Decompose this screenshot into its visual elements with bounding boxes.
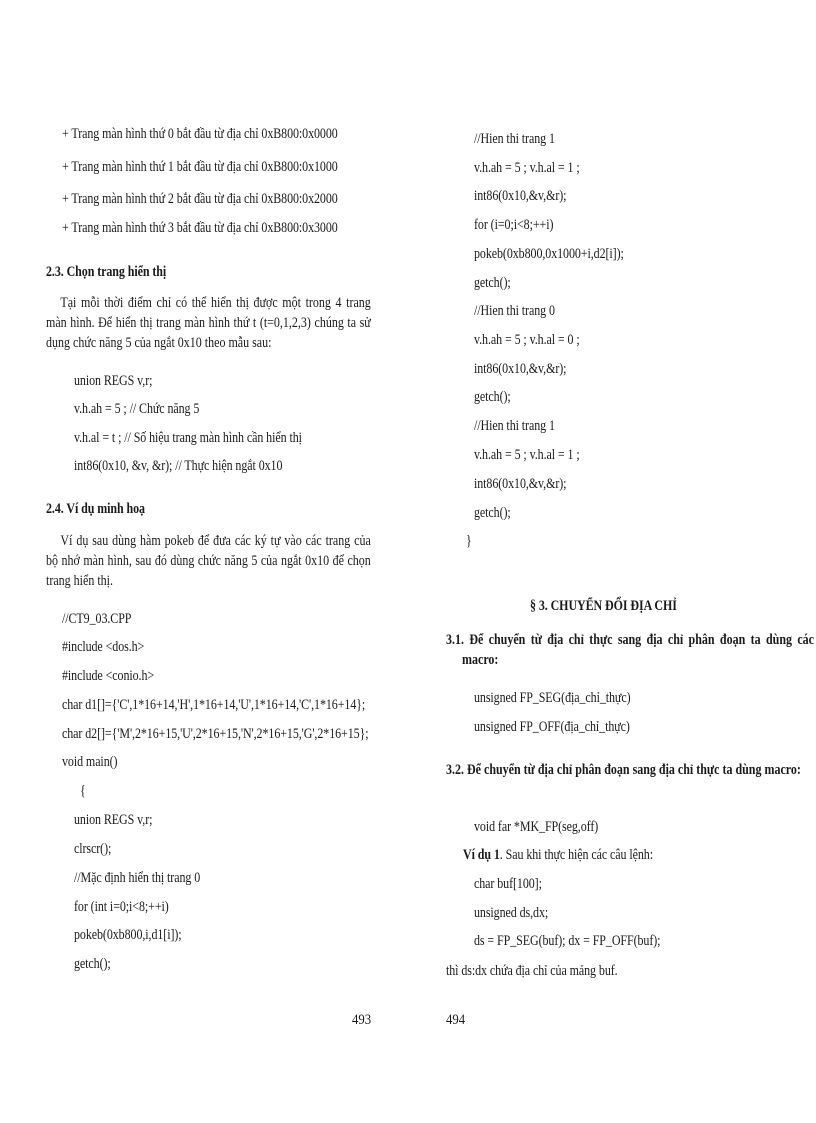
code-line: getch();: [74, 956, 111, 972]
code-line: ds = FP_SEG(buf); dx = FP_OFF(buf);: [474, 933, 661, 949]
section-heading-2-4: 2.4. Ví dụ minh hoạ: [46, 501, 145, 517]
code-line: #include <dos.h>: [62, 639, 145, 655]
page-number: 493: [352, 1012, 372, 1028]
subsection-heading-3-2: 3.2. Để chuyển từ địa chỉ phân đoạn sang địa chỉ thực ta dùng macro:: [446, 762, 801, 778]
code-line: pokeb(0xb800,0x1000+i,d2[i]);: [474, 246, 624, 262]
code-line: void main(): [62, 754, 118, 770]
code-line: int86(0x10, &v, &r); // Thực hiện ngắt 0x10: [74, 458, 283, 474]
code-line: pokeb(0xb800,i,d1[i]);: [74, 927, 182, 943]
example-label: Ví dụ 1: [463, 847, 500, 863]
example-1-intro: [463, 846, 653, 864]
code-line: //Hien thi trang 1: [474, 418, 555, 434]
code-line: //Mặc định hiển thị trang 0: [74, 870, 201, 886]
bullet-page-2: + Trang màn hình thứ 2 bắt đầu từ địa chỉ 0xB800:0x2000: [62, 191, 338, 207]
code-line: v.h.ah = 5 ; v.h.al = 0 ;: [474, 332, 580, 348]
code-line: int86(0x10,&v,&r);: [474, 361, 567, 377]
code-line: char buf[100];: [474, 876, 542, 892]
code-line: {: [80, 783, 86, 799]
bullet-page-0: + Trang màn hình thứ 0 bắt đầu từ địa chỉ 0xB800:0x0000: [62, 126, 338, 142]
page-number: 494: [446, 1012, 466, 1028]
code-line: union REGS v,r;: [74, 373, 153, 389]
code-line: v.h.ah = 5 ; v.h.al = 1 ;: [474, 160, 580, 176]
section-2-4-paragraph: Ví dụ sau dùng hàm pokeb để đưa các ký tự vào các trang của bộ nhớ màn hình, sau đó dùng chức năng 5 của ngắt 0x10 để chọn trang hiển thị.: [46, 533, 371, 589]
code-line: getch();: [474, 505, 511, 521]
section-title-3: § 3. CHUYỂN ĐỔI ĐỊA CHỈ: [530, 598, 677, 614]
code-line: v.h.ah = 5 ; // Chức năng 5: [74, 401, 200, 417]
code-line: unsigned FP_OFF(địa_chỉ_thực): [474, 719, 630, 735]
bullet-page-1: + Trang màn hình thứ 1 bắt đầu từ địa chỉ 0xB800:0x1000: [62, 159, 338, 175]
code-line: char d2[]={'M',2*16+15,'U',2*16+15,'N',2*16+15,'G',2*16+15};: [62, 726, 369, 742]
code-line: unsigned ds,dx;: [474, 905, 549, 921]
example-conclusion: thì ds:dx chứa địa chỉ của mảng buf.: [446, 963, 618, 979]
code-line: }: [466, 533, 472, 549]
code-line: //Hien thi trang 0: [474, 303, 555, 319]
subsection-heading-3-1: 3.1. Để chuyển từ địa chỉ thực sang địa chỉ phân đoạn ta dùng các macro:: [446, 632, 814, 668]
code-line: clrscr();: [74, 841, 112, 857]
code-line: getch();: [474, 275, 511, 291]
code-line: char d1[]={'C',1*16+14,'H',1*16+14,'U',1*16+14,'C',1*16+14};: [62, 697, 366, 713]
code-line: getch();: [474, 389, 511, 405]
bullet-page-3: + Trang màn hình thứ 3 bắt đầu từ địa chỉ 0xB800:0x3000: [62, 220, 338, 236]
code-line: v.h.ah = 5 ; v.h.al = 1 ;: [474, 447, 580, 463]
code-line: //Hien thi trang 1: [474, 131, 555, 147]
code-line: for (int i=0;i<8;++i): [74, 899, 169, 915]
code-line: int86(0x10,&v,&r);: [474, 188, 567, 204]
code-line: void far *MK_FP(seg,off): [474, 819, 599, 835]
example-text: . Sau khi thực hiện các câu lệnh:: [499, 847, 653, 863]
code-line: int86(0x10,&v,&r);: [474, 476, 567, 492]
code-line: union REGS v,r;: [74, 812, 153, 828]
code-line: v.h.al = t ; // Số hiệu trang màn hình cần hiển thị: [74, 430, 302, 446]
code-line: for (i=0;i<8;++i): [474, 217, 554, 233]
section-2-3-paragraph: Tại mỗi thời điểm chỉ có thể hiển thị được một trong 4 trang màn hình. Để hiển thị trang màn hình thứ t (t=0,1,2,3) chúng ta sử dụng chức năng 5 của ngắt 0x10 theo mẫu sau:: [46, 295, 371, 351]
code-line: //CT9_03.CPP: [62, 611, 132, 627]
code-line: #include <conio.h>: [62, 668, 155, 684]
code-line: unsigned FP_SEG(địa_chỉ_thực): [474, 690, 631, 706]
section-heading-2-3: 2.3. Chọn trang hiển thị: [46, 264, 167, 280]
